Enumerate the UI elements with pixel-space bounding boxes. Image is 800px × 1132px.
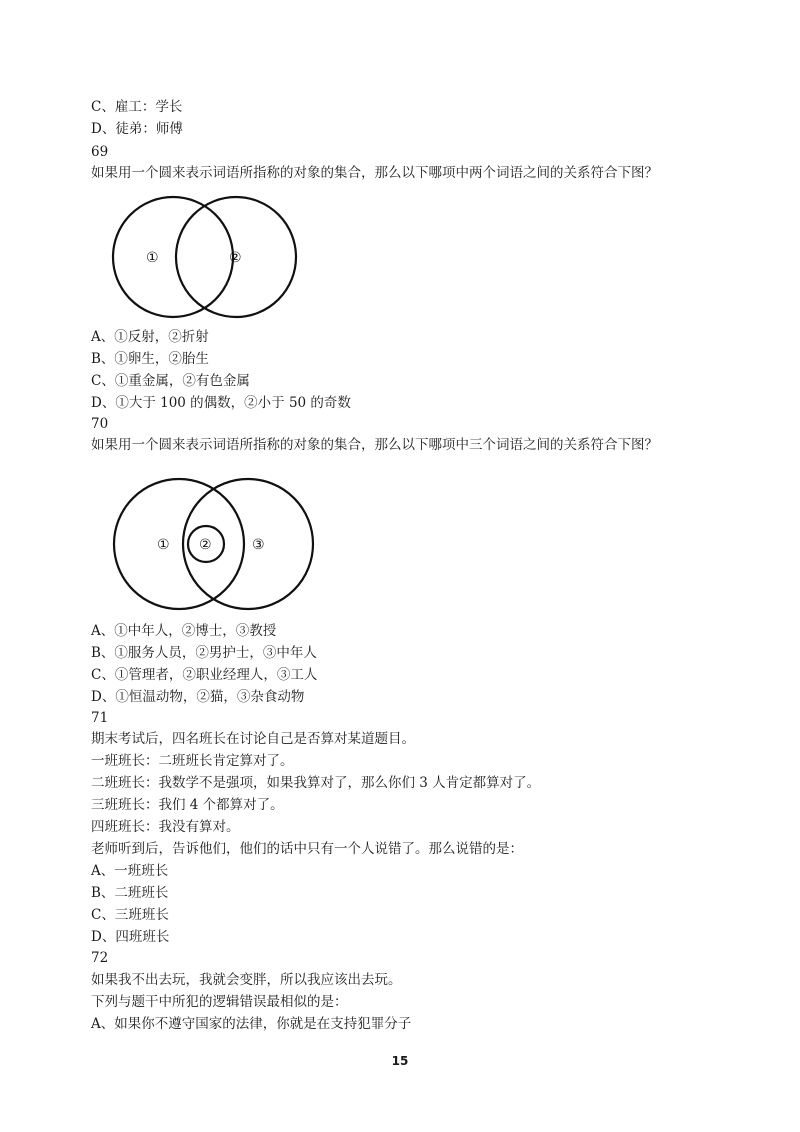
q72-option-a: A、如果你不遵守国家的法律，你就是在支持犯罪分子: [91, 1016, 412, 1032]
q70-stem: 如果用一个圆来表示词语所指称的对象的集合，那么以下哪项中三个词语之间的关系符合下图？: [91, 437, 658, 453]
q68-option-d: D、徒弟：师傅: [91, 121, 183, 137]
q70-label-1: ①: [157, 537, 170, 553]
q72-number: 72: [91, 950, 109, 966]
q71-option-c: C、三班班长: [91, 907, 169, 923]
q69-stem: 如果用一个圆来表示词语所指称的对象的集合，那么以下哪项中两个词语之间的关系符合下图？: [91, 165, 658, 181]
q71-stem-line: 四班班长：我没有算对。: [91, 819, 240, 835]
q70-label-3: ③: [252, 537, 265, 553]
q70-option-c: C、①管理者，②职业经理人，③工人: [91, 667, 318, 683]
q71-option-b: B、二班班长: [91, 885, 169, 901]
q68-option-c: C、雇工：学长: [91, 99, 183, 115]
q71-number: 71: [91, 710, 109, 726]
q71-option-a: A、一班班长: [91, 863, 169, 879]
q69-option-d: D、①大于 100 的偶数，②小于 50 的奇数: [91, 395, 351, 411]
q71-stem-line: 期末考试后，四名班长在讨论自己是否算对某道题目。: [91, 731, 415, 747]
q69-label-2: ②: [229, 250, 242, 266]
q69-number: 69: [91, 144, 109, 160]
page-number: 15: [391, 1054, 409, 1068]
q71-stem-line: 老师听到后，告诉他们，他们的话中只有一个人说错了。那么说错的是：: [91, 841, 523, 857]
q69-venn-diagram: [91, 194, 311, 322]
q70-option-d: D、①恒温动物，②猫，③杂食动物: [91, 689, 305, 705]
q69-option-a: A、①反射，②折射: [91, 329, 209, 345]
q70-option-b: B、①服务人员，②男护士，③中年人: [91, 645, 317, 661]
q70-option-a: A、①中年人，②博士，③教授: [91, 623, 277, 639]
q71-stem-line: 三班班长：我们 4 个都算对了。: [91, 797, 284, 813]
q69-label-1: ①: [146, 250, 159, 266]
q70-label-2: ②: [199, 537, 212, 553]
q70-venn-diagram: [91, 476, 331, 614]
q69-circle-1: [113, 197, 233, 317]
q72-stem-line: 下列与题干中所犯的逻辑错误最相似的是：: [91, 994, 348, 1010]
q72-stem-line: 如果我不出去玩，我就会变胖，所以我应该出去玩。: [91, 972, 402, 988]
q69-option-c: C、①重金属，②有色金属: [91, 373, 250, 389]
q71-stem-line: 一班班长：二班班长肯定算对了。: [91, 753, 294, 769]
q71-option-d: D、四班班长: [91, 929, 170, 945]
q69-option-b: B、①卵生，②胎生: [91, 351, 209, 367]
q71-stem-line: 二班班长：我数学不是强项，如果我算对了，那么你们 3 人肯定都算对了。: [91, 775, 541, 791]
q70-number: 70: [91, 416, 109, 432]
